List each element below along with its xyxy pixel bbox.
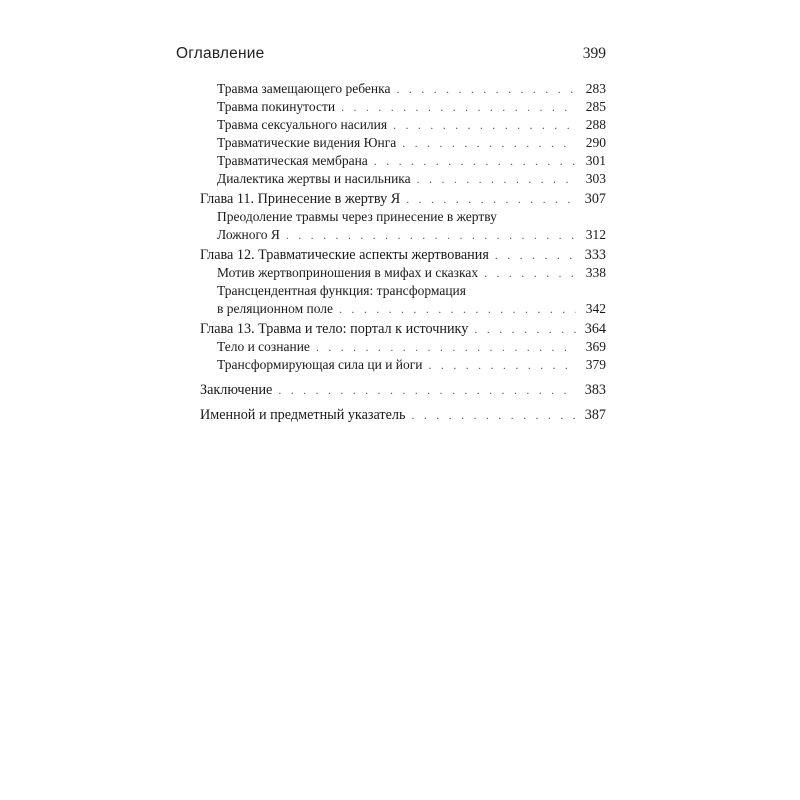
toc-entry-line [217, 300, 606, 318]
toc-entry-page-number: 290 [585, 135, 606, 150]
table-of-contents [200, 80, 606, 424]
toc-entry-title: Мотив жертвоприношения в мифах и сказках [217, 265, 479, 280]
toc-entry-line [217, 170, 606, 188]
toc-entry-line [200, 320, 606, 338]
toc-entry-page-number: 307 [584, 191, 606, 207]
dot-leader [417, 170, 576, 188]
toc-entry-title: в реляционном поле [217, 301, 334, 316]
dot-leader [374, 152, 576, 170]
dot-leader [341, 98, 576, 116]
toc-entry-title: Глава 12. Травматические аспекты жертвования [200, 247, 489, 263]
toc-entry-line [217, 134, 606, 152]
toc-entry-title: Именной и предметный указатель [200, 407, 406, 423]
toc-section-entry [217, 356, 606, 374]
running-head-title: Оглавление [176, 45, 265, 62]
toc-entry-line [200, 381, 606, 399]
toc-entry-page-number: 333 [584, 247, 606, 263]
toc-entry-title: Глава 13. Травма и тело: портал к источнику [200, 321, 469, 337]
toc-section-entry [217, 338, 606, 356]
toc-entry-page-number: 369 [585, 339, 606, 354]
toc-entry-line [217, 152, 606, 170]
toc-chapter-entry [200, 406, 606, 424]
toc-entry-title: Травматическая мембрана [217, 153, 368, 168]
toc-section-entry [217, 80, 606, 98]
toc-chapter-entry [200, 320, 606, 338]
toc-entry-line [217, 226, 606, 244]
toc-section-entry [217, 282, 606, 318]
dot-leader [396, 80, 576, 98]
toc-chapter-entry [200, 246, 606, 264]
toc-entry-line [217, 264, 606, 282]
toc-entry-title: Травма покинутости [217, 99, 336, 114]
toc-entry-page-number: 285 [585, 99, 606, 114]
toc-entry-page-number: 301 [585, 153, 606, 168]
toc-section-entry [217, 152, 606, 170]
toc-entry-title: Заключение [200, 382, 273, 398]
dot-leader [429, 356, 576, 374]
dot-leader [402, 134, 576, 152]
toc-entry-page-number: 379 [585, 357, 606, 372]
toc-entry-line [200, 190, 606, 208]
toc-section-entry [217, 134, 606, 152]
toc-section-entry [217, 98, 606, 116]
dot-leader [484, 264, 576, 282]
toc-section-entry [217, 264, 606, 282]
running-head [176, 45, 606, 63]
toc-entry-page-number: 387 [584, 407, 606, 423]
dot-leader [339, 300, 576, 318]
dot-leader [474, 320, 576, 338]
toc-entry-line [217, 80, 606, 98]
toc-entry-title: Ложного Я [217, 227, 280, 242]
toc-entry-title: Травматические видения Юнга [217, 135, 397, 150]
toc-entry-line [200, 246, 606, 264]
dot-leader [278, 381, 576, 399]
toc-chapter-entry [200, 381, 606, 399]
running-head-page-number: 399 [582, 45, 606, 62]
toc-entry-page-number: 312 [585, 227, 606, 242]
toc-chapter-entry [200, 190, 606, 208]
dot-leader [495, 246, 576, 264]
toc-entry-page-number: 342 [585, 301, 606, 316]
dot-leader [286, 226, 576, 244]
toc-entry-title: Травма сексуального насилия [217, 117, 388, 132]
toc-entry-page-number: 383 [584, 382, 606, 398]
dot-leader [316, 338, 576, 356]
toc-entry-title-first-line: Трансцендентная функция: трансформация [217, 283, 466, 298]
dot-leader [393, 116, 576, 134]
toc-entry-line [217, 116, 606, 134]
toc-entry-title: Глава 11. Принесение в жертву Я [200, 191, 401, 207]
toc-section-entry [217, 170, 606, 188]
toc-entry-page-number: 338 [585, 265, 606, 280]
toc-entry-title: Трансформирующая сила ци и йоги [217, 357, 423, 372]
toc-section-entry [217, 208, 606, 244]
toc-entry-title: Травма замещающего ребенка [217, 81, 391, 96]
toc-entry-title: Тело и сознание [217, 339, 310, 354]
toc-section-entry [217, 116, 606, 134]
toc-entry-page-number: 303 [585, 171, 606, 186]
toc-entry-title-first-line: Преодоление травмы через принесение в жертву [217, 209, 497, 224]
toc-entry-page-number: 364 [584, 321, 606, 337]
toc-entry-line [217, 356, 606, 374]
toc-entry-line [217, 98, 606, 116]
dot-leader [406, 190, 576, 208]
toc-entry-page-number: 283 [585, 81, 606, 96]
toc-entry-page-number: 288 [585, 117, 606, 132]
toc-entry-line [217, 338, 606, 356]
dot-leader [411, 406, 576, 424]
toc-entry-title: Диалектика жертвы и насильника [217, 171, 411, 186]
toc-entry-line [200, 406, 606, 424]
